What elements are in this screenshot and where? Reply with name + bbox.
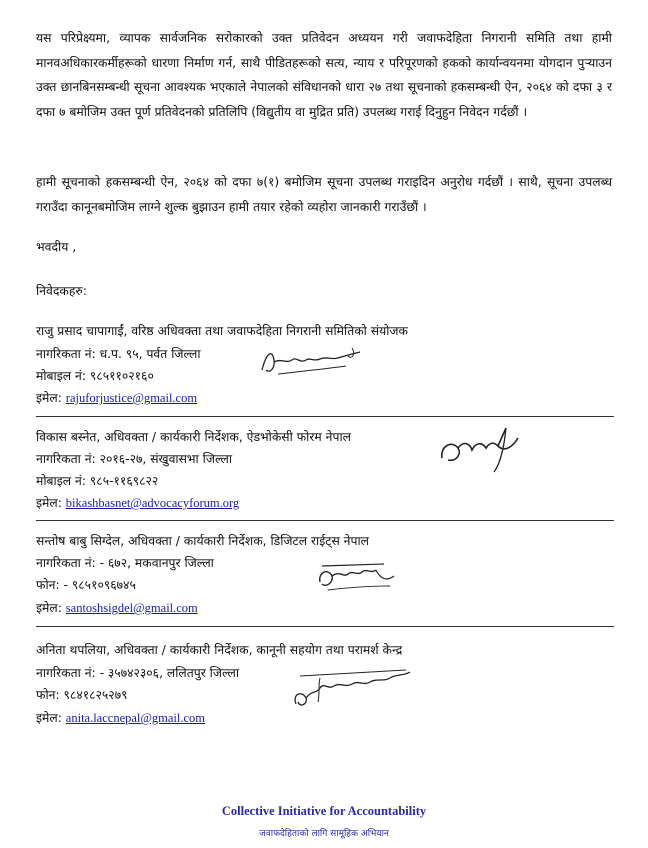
applicant-4-email-row — [36, 709, 205, 727]
body-paragraph-2: हामी सूचनाको हकसम्बन्धी ऐन, २०६४ को दफा ७(१) बमोजिम सूचना उपलब्ध गराइदिन अनुरोध गर्दछौं । साथै, सूचना उपलब्ध गराउँदा कानूनबमोजिम लाग्ने शुल्क बुझाउन हामी तयार रहेको व्यहोरा जानकारी गराउँछौं । — [36, 175, 612, 214]
applicant-2-email-link[interactable]: bikashbasnet@advocacyforum.org — [65, 496, 240, 510]
applicant-2-phone: मोबाइल नं: ९८५-११६९८२२ — [36, 474, 159, 488]
applicant-3-name-title: सन्तोष बाबु सिग्देल, अधिवक्ता / कार्यकारी निर्देशक, डिजिटल राईट्स नेपाल — [36, 534, 370, 548]
applicant-4-name-title: अनिता थपलिया, अधिवक्ता / कार्यकारी निर्देशक, कानूनी सहयोग तथा परामर्श केन्द्र — [36, 643, 403, 657]
applicant-2-signature — [434, 418, 524, 478]
applicants-heading: निवेदकहरु: — [36, 284, 87, 298]
applicant-4-email-label: इमेल: — [36, 711, 62, 725]
applicant-2-citizenship: नागरिकता नं: २०१६-२७, संखुवासभा जिल्ला — [36, 452, 233, 466]
applicant-3-citizenship: नागरिकता नं: - ६७२, मकवानपुर जिल्ला — [36, 556, 214, 570]
applicant-3-email-row — [36, 599, 198, 617]
applicant-1-citizenship: नागरिकता नं: ध.प. ९५, पर्वत जिल्ला — [36, 347, 201, 361]
applicant-4-phone: फोन: ९८४१८२५२७९ — [36, 688, 128, 702]
applicant-3-email-link[interactable]: santoshsigdel@gmail.com — [65, 601, 198, 615]
body-paragraph-1: यस परिप्रेक्ष्यमा, व्यापक सार्वजनिक सरोकारको उक्त प्रतिवेदन अध्ययन गरी जवाफदेहिता निगरानी समिति तथा हामी मानवअधिकारकर्मीहरूको धारणा निर्माण गर्न, साथै पीडितहरूको सत्य, न्याय र परिपूरणको हकको कार्यान्वयनमा योगदान पुऱ्याउन उक्त छानबिनसम्बन्धी सूचना आवश्यक भएकाले नेपालको संविधानको धारा २७ तथा सूचनाको हकसम्बन्धी ऐन, २०६४ को दफा ३ र दफा ७ बमोजिम उक्त पूर्ण प्रतिवेदनको प्रतिलिपि (विद्युतीय वा मुद्रित प्रति) उपलब्ध गराई दिनुहुन निवेदन गर्दछौं । — [36, 31, 612, 119]
closing-salutation: भवदीय , — [36, 240, 77, 254]
separator-1 — [36, 416, 614, 417]
applicant-1-name-title: राजु प्रसाद चापागाईं, वरिष्ठ अधिवक्ता तथा जवाफदेहिता निगरानी समितिको संयोजक — [36, 324, 408, 338]
applicant-4-citizenship: नागरिकता नं: - ३५७४२३०६, ललितपुर जिल्ला — [36, 666, 240, 680]
applicant-1-signature — [256, 340, 368, 384]
applicant-4-signature — [290, 664, 420, 714]
separator-2 — [36, 520, 614, 521]
applicant-4-email-link[interactable]: anita.laccnepal@gmail.com — [65, 711, 206, 725]
applicant-1-phone: मोबाइल नं: ९८५११०२१६० — [36, 369, 154, 383]
applicant-2-name-title: विकास बस्नेत, अधिवक्ता / कार्यकारी निर्देशक, ऐडभोकेसी फोरम नेपाल — [36, 430, 351, 444]
applicant-3-phone: फोन: - ९८५१०९६७४५ — [36, 578, 136, 592]
separator-3 — [36, 626, 614, 627]
applicant-1-email-row — [36, 389, 197, 407]
applicant-3-email-label: इमेल: — [36, 601, 62, 615]
footer-title: Collective Initiative for Accountability — [221, 804, 427, 818]
applicant-1-email-label: इमेल: — [36, 391, 62, 405]
footer-subtitle: जवाफदेहिताको लागि सामूहिक अभियान — [259, 829, 389, 839]
applicant-2-email-label: इमेल: — [36, 496, 62, 510]
applicant-3-signature — [314, 560, 404, 598]
applicant-1-email-link[interactable]: rajuforjustice@gmail.com — [65, 391, 198, 405]
applicant-2-email-row — [36, 494, 239, 512]
